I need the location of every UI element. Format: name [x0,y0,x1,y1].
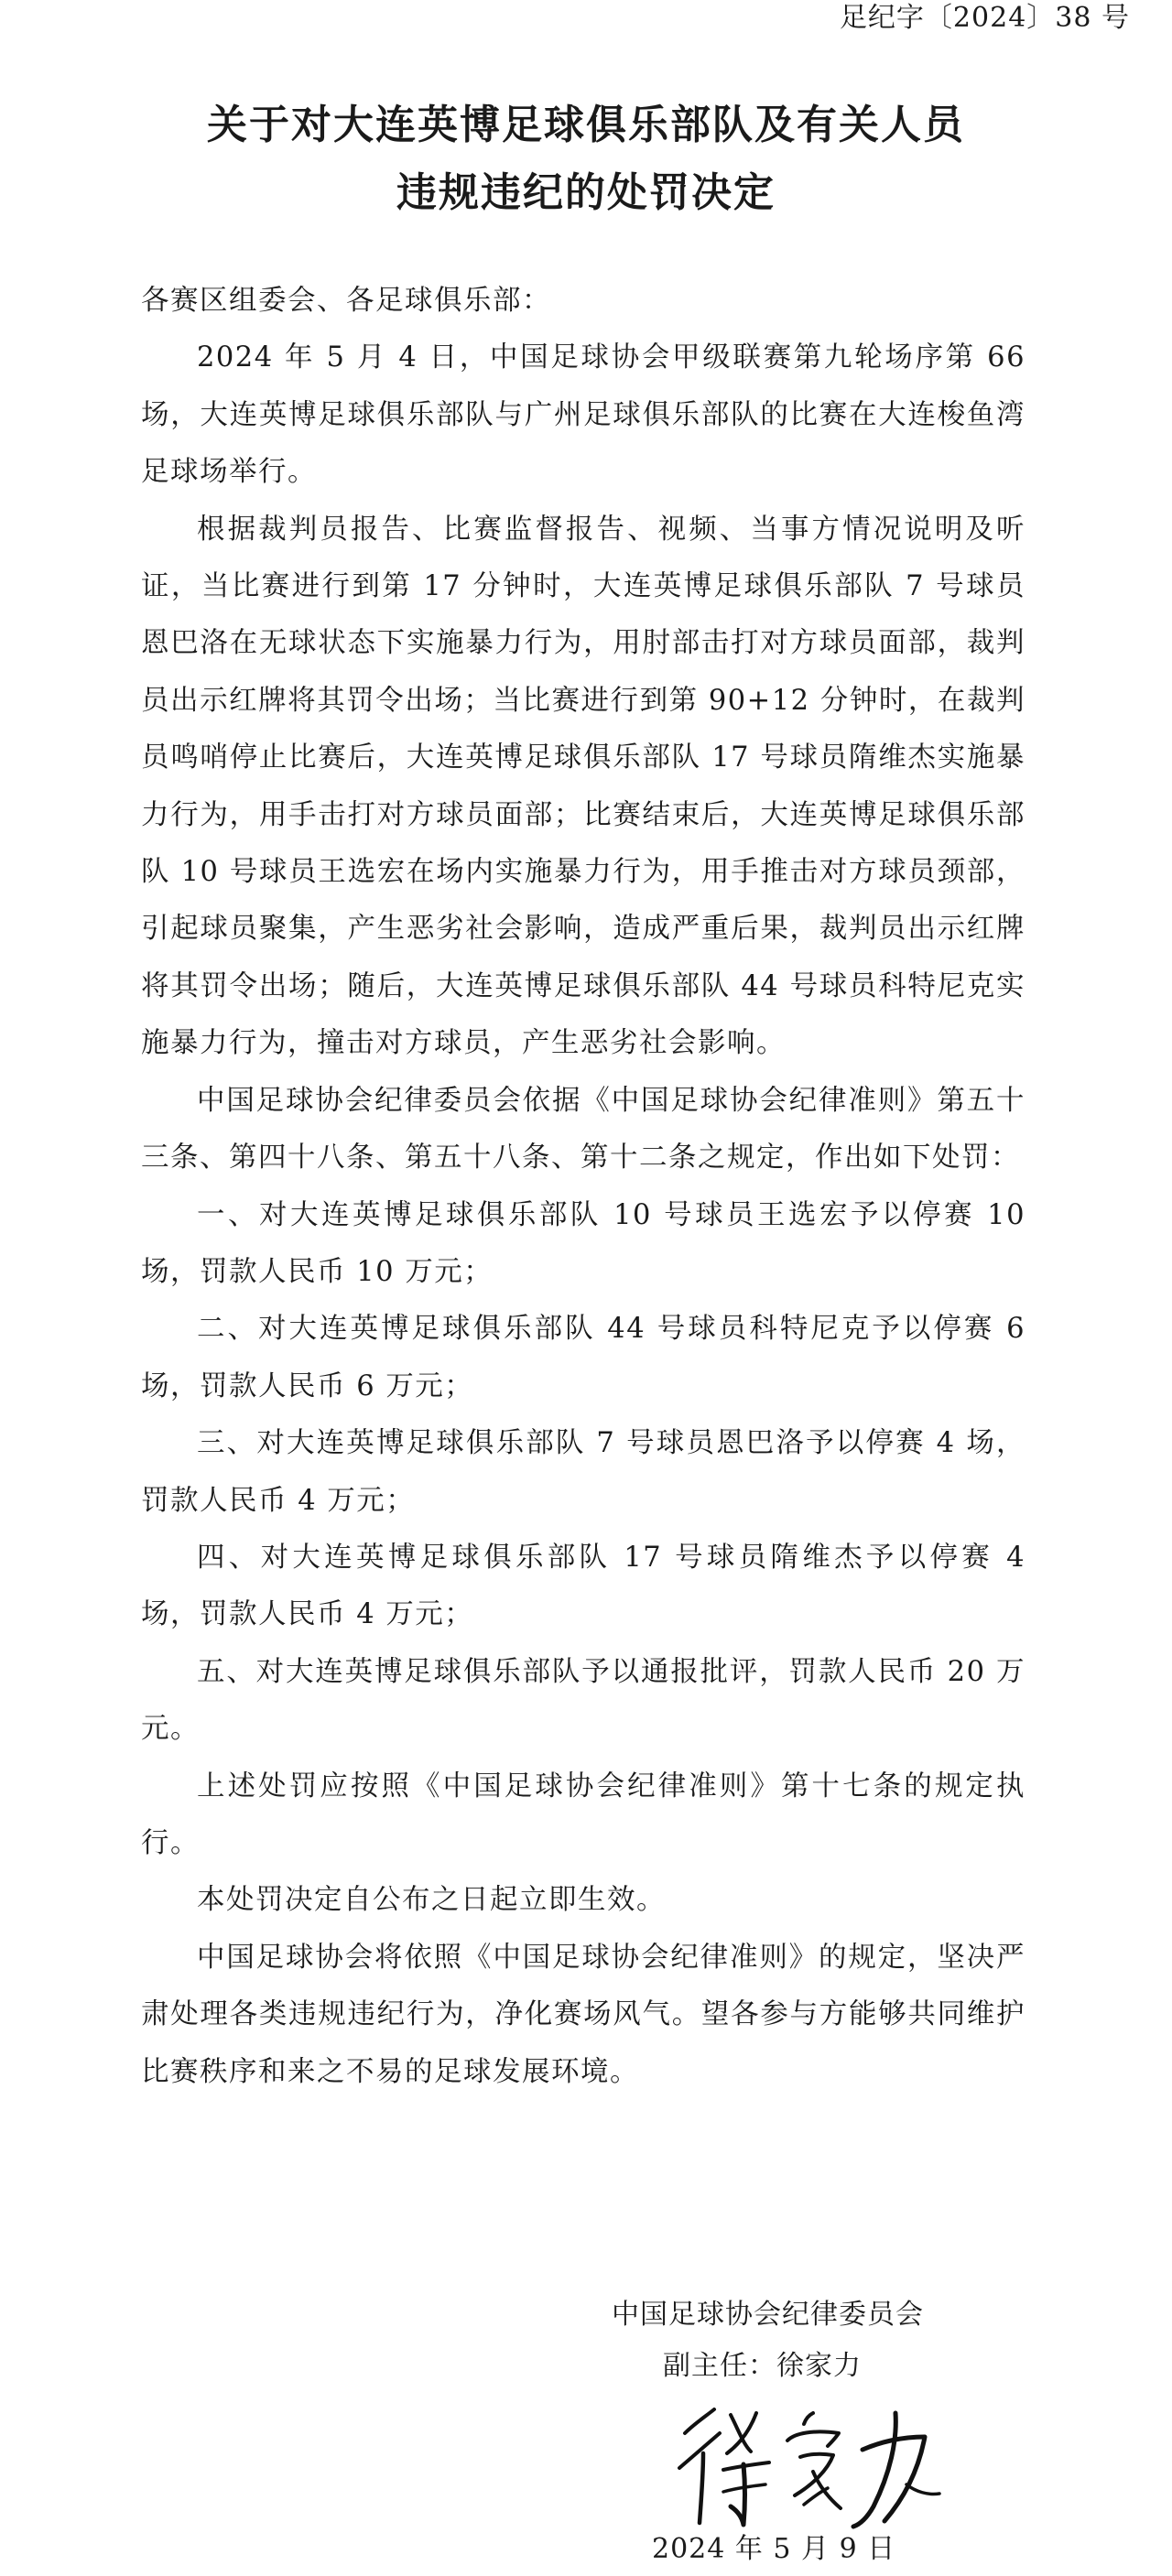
signing-organization: 中国足球协会纪律委员会 [612,2299,924,2331]
paragraph-effective: 本处罚决定自公布之日起立即生效。 [197,1884,666,1917]
document-number: 足纪字〔2024〕38 号 [839,2,1130,34]
title-line-2: 违规违纪的处罚决定 [396,169,776,216]
penalty-item-5: 五、对大连英博足球俱乐部队予以通报批评，罚款人民币 20 万元。 [141,1655,1026,1746]
penalty-item-1: 一、对大连英博足球俱乐部队 10 号球员王选宏予以停赛 10 场，罚款人民币 10 万元； [141,1198,1026,1288]
signature-date: 2024 年 5 月 9 日 [652,2533,896,2565]
paragraph-legal-basis: 中国足球协会纪律委员会依据《中国足球协会纪律准则》第五十三条、第四十八条、第五十八条、第十二条之规定，作出如下处罚： [141,1084,1026,1174]
paragraph-match-info: 2024 年 5 月 4 日，中国足球协会甲级联赛第九轮场序第 66 场，大连英博足球俱乐部队与广州足球俱乐部队的比赛在大连梭鱼湾足球场举行。 [141,341,1026,489]
handwritten-signature [667,2397,950,2534]
document-title [0,92,1172,227]
penalty-item-3: 三、对大连英博足球俱乐部队 7 号球员恩巴洛予以停赛 4 场，罚款人民币 4 万元； [141,1427,1026,1517]
document-body [141,273,1026,2101]
penalty-item-4: 四、对大连英博足球俱乐部队 17 号球员隋维杰予以停赛 4 场，罚款人民币 4 万元； [141,1541,1026,1631]
paragraph-closing: 中国足球协会将依照《中国足球协会纪律准则》的规定，坚决严肃处理各类违规违纪行为，净化赛场风气。望各参与方能够共同维护比赛秩序和来之不易的足球发展环境。 [141,1941,1026,2088]
paragraph-incident-details: 根据裁判员报告、比赛监督报告、视频、当事方情况说明及听证，当比赛进行到第 17 分钟时，大连英博足球俱乐部队 7 号球员恩巴洛在无球状态下实施暴力行为，用肘部击打对方球员面部，裁判员出示红牌将其罚令出场；当比赛进行到第 90+12 分钟时，在裁判员鸣哨停止比赛后，大连英博足球俱乐部队 17 号球员隋维杰实施暴力行为，用手击打对方球员面部；比赛结束后，大连英博足球俱乐部队 10 号球员王选宏在场内实施暴力行为，用手推击对方球员颈部，引起球员聚集，产生恶劣社会影响，造成严重后果，裁判员出示红牌将其罚令出场；随后，大连英博足球俱乐部队 44 号球员科特尼克实施暴力行为，撞击对方球员，产生恶劣社会影响。 [141,513,1026,1060]
signer-title: 副主任：徐家力 [663,2350,862,2382]
paragraph-execution: 上述处罚应按照《中国足球协会纪律准则》第十七条的规定执行。 [141,1770,1026,1859]
penalty-item-2: 二、对大连英博足球俱乐部队 44 号球员科特尼克予以停赛 6 场，罚款人民币 6 万元； [141,1313,1026,1402]
addressee: 各赛区组委会、各足球俱乐部： [141,285,551,317]
title-line-1: 关于对大连英博足球俱乐部队及有关人员 [207,102,965,148]
